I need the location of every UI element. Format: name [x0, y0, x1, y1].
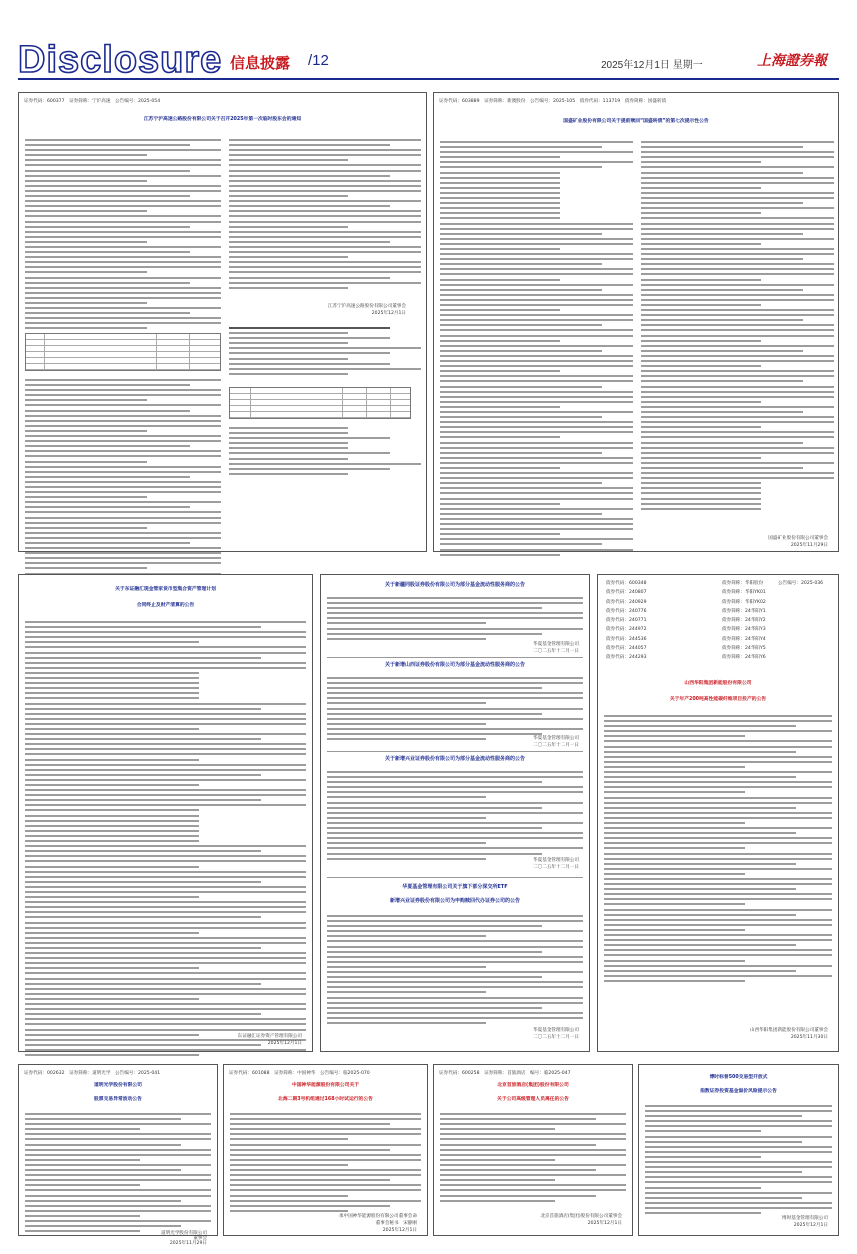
notice-jiangsu-expressway [18, 92, 427, 552]
notice-title-line1: 华夏基金管理有限公司关于旗下部分深交所ETF [402, 884, 508, 890]
notice-title-line2: 股票交易异常波动公告 [94, 1097, 142, 1102]
notice-huaxia-column [320, 574, 590, 1052]
notice-body [327, 677, 583, 743]
masthead-page-number: /12 [308, 52, 329, 69]
bond-code-list [606, 579, 832, 663]
masthead [18, 38, 839, 80]
notice-shenhua-energy [223, 1064, 428, 1236]
bond-name: 债券简称：24华阳Y4 [722, 636, 766, 642]
proxy-form-lower [229, 427, 421, 478]
bond-code: 债券代码：240776 [606, 608, 647, 614]
notice-title: 关于新增山西证券股份有限公司为部分基金流动性服务商的公告 [384, 662, 525, 668]
bond-code: 债券代码：240807 [606, 590, 647, 596]
notice-title: 国盛矿业股份有限公司关于提前赎回“国盛转债”的第七次提示性公告 [563, 119, 709, 124]
notice-body [327, 771, 583, 863]
notice-code-line: 证券代码：600258 证券简称：首旅酒店 编号：临2025-047 [439, 1071, 571, 1076]
notice-signature: 华夏基金管理有限公司 二〇二五年十二月一日 [533, 642, 579, 654]
notice-body [440, 1113, 626, 1205]
notice-body [327, 597, 583, 643]
masthead-wordmark: Disclosure [18, 39, 223, 81]
bond-code: 债券代码：244972 [606, 627, 647, 633]
bond-name: 债券简称：24华阳Y3 [722, 627, 766, 633]
text-column-right [641, 141, 834, 513]
notice-title-line1: 道明光学股份有限公司 [94, 1083, 142, 1088]
proxy-vote-table [229, 387, 411, 419]
notice-code-line: 证券代码：600377 证券简称：宁沪高速 公告编号：2025-054 [24, 99, 161, 104]
notice-title-line2: 北海二期3号机组通过168小时试运行的公告 [278, 1097, 373, 1102]
notice-guosheng-mining [433, 92, 839, 552]
notice-title-line2: 合同终止及财产清算的公告 [136, 603, 195, 608]
bond-name: 债券简称：华阳YK02 [722, 599, 766, 605]
masthead-date: 2025年12月1日 星期一 [601, 60, 703, 71]
notice-code-line: 证券代码：002632 证券简称：道明光学 公告编号：2025-041 [24, 1071, 161, 1076]
notice-title-line2: 关于年产200吨高性能碳纤维项目投产的公告 [669, 697, 767, 702]
notice-body [230, 1113, 421, 1215]
agenda-table [25, 333, 221, 371]
notice-title-line1: 中国神华能源股份有限公司关于 [291, 1083, 360, 1088]
notice-signature: 华夏基金管理有限公司 二〇二五年十二月一日 [533, 736, 579, 748]
bond-code: 债券代码：240771 [606, 618, 647, 624]
notice-title-line1: 关于东证融汇现金管家货币型集合资产管理计划 [115, 587, 216, 592]
masthead-logo: 上海證券報 [757, 53, 827, 69]
bond-code: 债券代码：244536 [606, 636, 647, 642]
bond-name: 债券简称：华阳股份 [722, 581, 764, 586]
masthead-section: 信息披露 [230, 54, 291, 72]
bond-name: 债券简称：24华阳Y6 [722, 655, 766, 661]
notice-title-line1: 博时标普500交易型开放式 [709, 1075, 768, 1080]
notice-signature: 山西华阳集团新能股份有限公司董事会 2025年11月30日 [749, 1028, 828, 1040]
text-column-left [25, 139, 221, 333]
notice-signature: 东证融汇证券资产管理有限公司 2025年12月1日 [237, 1034, 302, 1046]
notice-title-line1: 北京首旅酒店(集团)股份有限公司 [497, 1083, 569, 1088]
notice-title-line2: 关于公司高级管理人员离任的公告 [497, 1097, 569, 1102]
notice-daoming-optics [18, 1064, 218, 1246]
notice-signature: 道明光学股份有限公司 董事会 2025年11月29日 [161, 1231, 207, 1246]
notice-dongzheng-fund [18, 574, 313, 1052]
notice-body [645, 1105, 832, 1217]
notice-title-line2: 新增兴业证券股份有限公司为申购赎回代办证券公司的公告 [389, 898, 520, 904]
notice-signature: 华夏基金管理有限公司 二〇二五年十二月一日 [533, 1028, 579, 1040]
proxy-form [229, 327, 421, 378]
text-column-right [229, 139, 421, 292]
notice-code-line: 证券代码：601088 证券简称：中国神华 公告编号：临2025-070 [229, 1071, 370, 1076]
bond-name: 债券简称：华阳YK01 [722, 590, 766, 596]
notice-title: 关于新增兴业证券股份有限公司为部分基金流动性服务商的公告 [384, 756, 525, 762]
notice-body [604, 715, 832, 985]
bond-code: 债券代码：600348 [606, 581, 647, 586]
bond-name: 债券简称：24华阳Y1 [722, 608, 766, 614]
notice-signature: 江苏宁沪高速公路股份有限公司董事会 2025年12月1日 [327, 304, 406, 316]
notice-title: 关于新疆同股证券股份有限公司为部分基金流动性服务商的公告 [384, 582, 525, 588]
notice-body [327, 915, 583, 1027]
notice-signature: 华夏基金管理有限公司 二〇二五年十二月一日 [533, 858, 579, 870]
text-column-left [440, 141, 633, 559]
text-column-left-lower [25, 379, 221, 593]
bond-code: 债券代码：240929 [606, 599, 647, 605]
notice-huayang-carbon-fiber [597, 574, 839, 1052]
notice-signature: 北京首旅酒店(集团)股份有限公司董事会 2025年12月1日 [540, 1214, 622, 1226]
notice-title-line2: 指数证券投资基金溢价风险提示公告 [700, 1089, 777, 1094]
notice-body [25, 1113, 211, 1235]
notice-signature: 国盛矿业股份有限公司董事会 2025年11月29日 [768, 536, 828, 548]
notice-title: 江苏宁沪高速公路股份有限公司关于召开2025年第一次临时股东会的通知 [143, 117, 302, 122]
notice-bosera-sp500 [638, 1064, 839, 1236]
notice-signature: 博时基金管理有限公司 2025年12月1日 [782, 1216, 828, 1228]
bond-code: 债券代码：244293 [606, 655, 647, 661]
notice-body [25, 621, 306, 1059]
notice-code-line: 证券代码：603889 证券简称：新澳股份 公告编号：2025-105 债券代码：113719 债券简称：国盛转债 [439, 99, 667, 104]
notice-signature: 承中国神华能源股份有限公司董事会命 董事会秘书 宋静刚 2025年12月1日 [338, 1214, 417, 1233]
bond-code: 债券代码：244057 [606, 646, 647, 652]
announcement-number: 公告编号：2025-036 [778, 581, 824, 586]
bond-name: 债券简称：24华阳Y2 [722, 618, 766, 624]
notice-beijing-capital-hotels [433, 1064, 633, 1236]
notice-title-line1: 山西华阳集团新能股份有限公司 [684, 681, 752, 686]
bond-name: 债券简称：24华阳Y5 [722, 646, 766, 652]
